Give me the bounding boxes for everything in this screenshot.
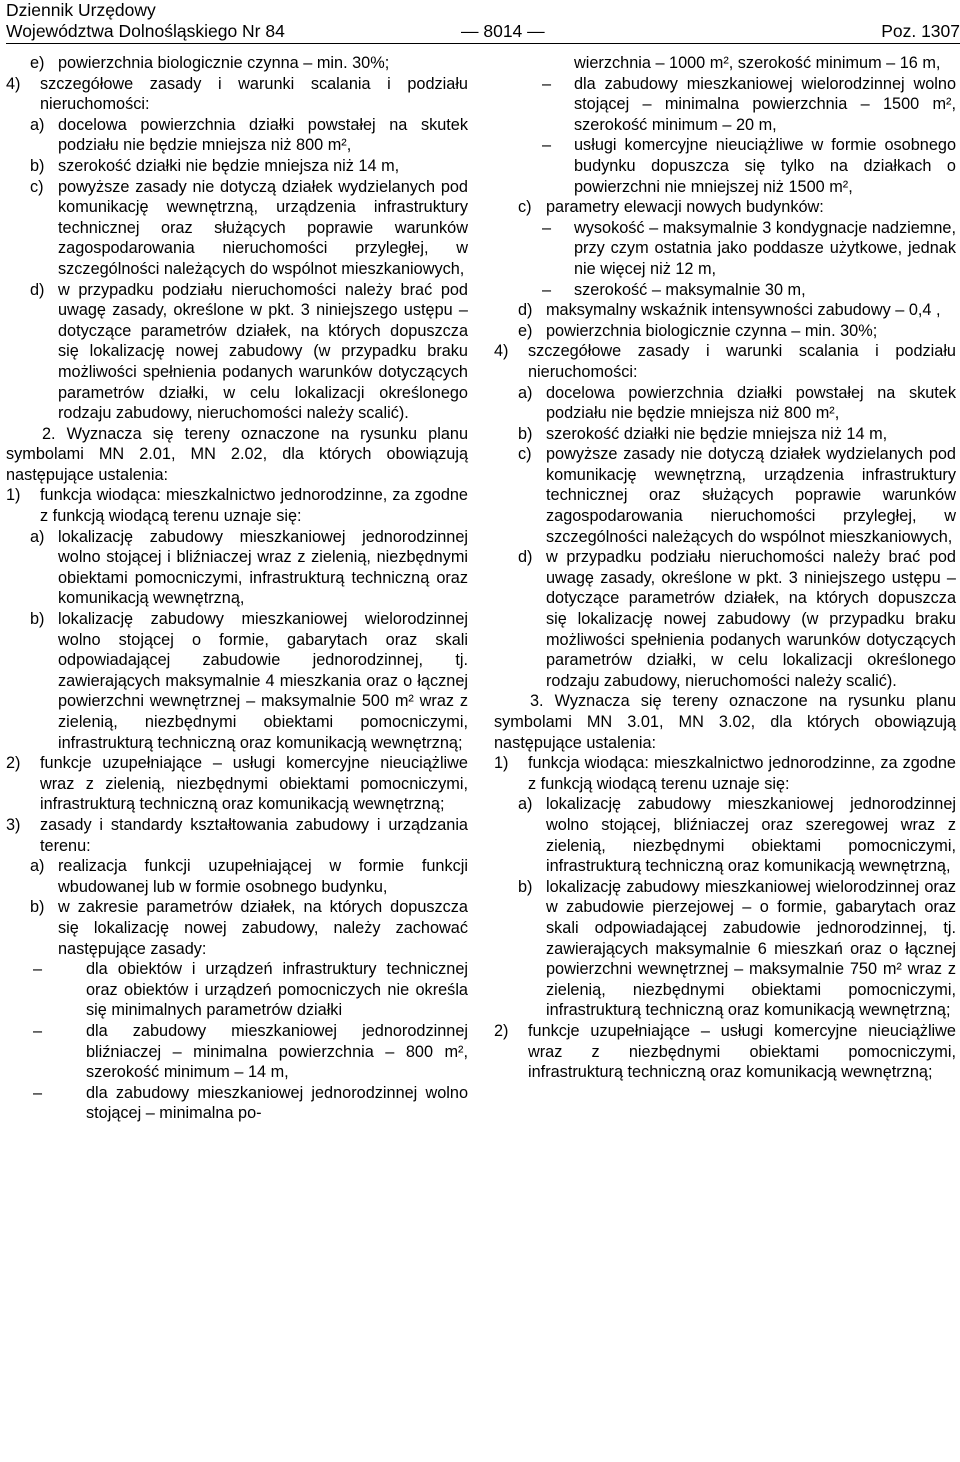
list-item bbox=[494, 53, 956, 74]
list-item-text: realizacja funkcji uzupełniającej w formie funkcji wbudowanej lub w formie osobnego budynku, bbox=[58, 857, 468, 896]
list-item bbox=[494, 383, 956, 424]
left-column bbox=[6, 53, 468, 1124]
list-item-text: dla zabudowy mieszkaniowej jednorodzinnej bliźniaczej – minimalna powierzchnia – 800 m², szerokość minimum – 14 m, bbox=[86, 1021, 468, 1082]
list-item bbox=[494, 547, 956, 691]
list-marker: e) bbox=[518, 321, 533, 340]
list-item-text: w przypadku podziału nieruchomości należy brać pod uwagę zasady, określone w pkt. 3 niniejszego ustępu – dotyczące parametrów działek, na których dopuszcza się lokalizację nowej zabudowy (w przypadku braku możliwości spełnienia podanych warunków dotyczących parametrów działki, w celu lokalizacji określonego rodzaju zabudowy, nieruchomości należy scalić). bbox=[546, 548, 956, 690]
list-item-text: funkcja wiodąca: mieszkalnictwo jednorodzinne, za zgodne z funkcją wiodącą terenu uznaje się: bbox=[528, 754, 956, 793]
list-marker: 2) bbox=[494, 1021, 509, 1040]
list-item bbox=[494, 794, 956, 876]
list-item bbox=[6, 753, 468, 815]
page-number: — 8014 — bbox=[461, 21, 545, 41]
list-item-text: powyższe zasady nie dotyczą działek wydzielanych pod komunikację wewnętrzną, urządzenia infrastruktury technicznej oraz służących poprawie warunków zagospodarowania nieruchomości przyległej, w szczególności należących do wspólnot mieszkaniowych, bbox=[546, 445, 956, 546]
list-item-text: lokalizację zabudowy mieszkaniowej jednorodzinnej wolno stojącej, bliźniaczej oraz szeregowej wraz z zielenią, niezbędnymi obiektami pomocniczymi, infrastrukturą techniczną oraz komunikacją wewnętrzną, bbox=[546, 795, 956, 876]
list-marker: b) bbox=[518, 424, 533, 443]
list-item-text: w przypadku podziału nieruchomości należy brać pod uwagę zasady, określone w pkt. 3 niniejszego ustępu – dotyczące parametrów działek, na których dopuszcza się lokalizację nowej zabudowy (w przypadku braku możliwości spełnienia podanych warunków dotyczących parametrów działki, w celu lokalizacji określonego rodzaju zabudowy, nieruchomości należy scalić). bbox=[58, 280, 468, 423]
list-marker: 4) bbox=[494, 342, 509, 361]
list-item bbox=[494, 135, 956, 197]
list-marker: – bbox=[542, 280, 552, 299]
list-item bbox=[6, 959, 468, 1021]
list-item-text: szczegółowe zasady i warunki scalania i podziału nieruchomości: bbox=[40, 74, 468, 114]
paragraph: 3. Wyznacza się tereny oznaczone na rysunku planu symbolami MN 3.01, MN 3.02, dla których obowiązują następujące ustalenia: bbox=[494, 692, 956, 752]
list-marker: a) bbox=[518, 383, 533, 402]
list-item bbox=[6, 115, 468, 156]
list-item bbox=[6, 897, 468, 959]
list-item-text: docelowa powierzchnia działki powstałej na skutek podziału nie będzie mniejsza niż 800 m², bbox=[546, 383, 956, 423]
right-column bbox=[494, 53, 956, 1083]
list-item bbox=[6, 815, 468, 856]
list-item-text: funkcje uzupełniające – usługi komercyjne nieuciążliwe wraz z zielenią, niezbędnymi obiektami pomocniczymi, infrastrukturą techniczną oraz komunikacją wewnętrzną; bbox=[40, 754, 468, 814]
list-item-text: lokalizację zabudowy mieszkaniowej jednorodzinnej wolno stojącej i bliźniaczej wraz z zielenią, niezbędnymi obiektami pomocniczymi, infrastrukturą techniczną oraz komunikacją wewnętrzną, bbox=[58, 527, 468, 608]
list-marker: – bbox=[542, 218, 552, 237]
list-item-text: wierzchnia – 1000 m², szerokość minimum – 16 m, bbox=[574, 54, 941, 72]
list-item bbox=[494, 341, 956, 382]
list-marker: – bbox=[542, 136, 552, 155]
list-item bbox=[494, 218, 956, 280]
list-marker: c) bbox=[518, 445, 532, 464]
header-line bbox=[6, 21, 960, 42]
list-marker: a) bbox=[30, 527, 45, 546]
list-marker: 3) bbox=[6, 815, 21, 834]
list-item-text: parametry elewacji nowych budynków: bbox=[546, 198, 824, 217]
list-item bbox=[494, 300, 956, 321]
list-item-text: powierzchnia biologicznie czynna – min. 30%; bbox=[58, 54, 390, 72]
voivodeship-issue: Województwa Dolnośląskiego Nr 84 bbox=[6, 21, 285, 41]
list-marker: a) bbox=[518, 795, 533, 814]
list-item-text: szerokość działki nie będzie mniejsza niż 14 m, bbox=[58, 156, 400, 175]
list-marker: a) bbox=[30, 857, 45, 876]
list-item-text: dla zabudowy mieszkaniowej wielorodzinnej wolno stojącej – minimalna powierzchnia – 1500 m², szerokość minimum – 20 m, bbox=[574, 74, 956, 134]
list-marker: c) bbox=[30, 177, 44, 196]
list-item bbox=[6, 609, 468, 753]
list-item bbox=[494, 1021, 956, 1083]
list-item bbox=[6, 280, 468, 424]
list-item bbox=[494, 280, 956, 301]
list-item bbox=[6, 485, 468, 526]
list-item bbox=[6, 1083, 468, 1124]
list-item bbox=[6, 74, 468, 115]
list-item-text: dla zabudowy mieszkaniowej jednorodzinnej wolno stojącej – minimalna po- bbox=[86, 1083, 468, 1123]
list-item-text: lokalizację zabudowy mieszkaniowej wielorodzinnej wolno stojącej o formie, gabarytach oraz skali odpowiadającej zabudowie jednorodzinnej, tj. zawierających maksymalnie 4 mieszkania oraz o łącznej powierzchni wewnętrznej – maksymalnie 500 m² wraz z zielenią, niezbędnymi obiektami pomocniczymi, infrastrukturą techniczną oraz komunikacją wewnętrzną; bbox=[58, 610, 468, 752]
list-marker: d) bbox=[30, 280, 45, 299]
list-marker: 2) bbox=[6, 754, 21, 773]
list-item bbox=[6, 856, 468, 897]
list-marker: d) bbox=[518, 548, 533, 567]
list-marker: b) bbox=[30, 156, 45, 175]
list-marker: b) bbox=[30, 898, 45, 917]
list-item bbox=[6, 527, 468, 609]
list-item bbox=[494, 877, 956, 1021]
list-marker: a) bbox=[30, 115, 45, 134]
list-item-text: szerokość – maksymalnie 30 m, bbox=[574, 280, 806, 299]
list-marker: 1) bbox=[494, 754, 509, 773]
list-item bbox=[6, 156, 468, 177]
list-item-text: docelowa powierzchnia działki powstałej na skutek podziału nie będzie mniejsza niż 800 m², bbox=[58, 115, 468, 155]
list-marker: – bbox=[33, 1021, 43, 1040]
list-item-text: usługi komercyjne nieuciążliwe w formie osobnego budynku dopuszcza się tylko na działkach o powierzchni nie mniejszej niż 1500 m², bbox=[574, 136, 956, 196]
page-header bbox=[6, 0, 960, 42]
list-item-text: dla obiektów i urządzeń infrastruktury technicznej oraz obiektów i urządzeń pomocniczych nie określa się minimalnych parametrów działki bbox=[86, 960, 468, 1020]
list-item-text: szczegółowe zasady i warunki scalania i podziału nieruchomości: bbox=[528, 342, 956, 381]
list-marker: 4) bbox=[6, 74, 21, 93]
list-item-text: powierzchnia biologicznie czynna – min. 30%; bbox=[546, 321, 878, 340]
header-rule bbox=[6, 43, 960, 44]
list-item-text: wysokość – maksymalnie 3 kondygnacje nadziemne, przy czym ostatnia jako poddasze użytkowe, jednak nie więcej niż 12 m, bbox=[574, 218, 956, 278]
list-item bbox=[6, 53, 468, 74]
list-item bbox=[494, 321, 956, 342]
list-marker: – bbox=[542, 74, 552, 93]
list-item bbox=[494, 444, 956, 547]
list-item-text: maksymalny wskaźnik intensywności zabudowy – 0,4 , bbox=[546, 301, 941, 320]
list-marker: – bbox=[33, 960, 43, 979]
list-item-text: funkcja wiodąca: mieszkalnictwo jednorodzinne, za zgodne z funkcją wiodącą terenu uznaje się: bbox=[40, 486, 468, 526]
list-item bbox=[494, 753, 956, 794]
list-marker: d) bbox=[518, 301, 533, 320]
list-marker: b) bbox=[30, 610, 45, 629]
list-item-text: zasady i standardy kształtowania zabudowy i urządzania terenu: bbox=[40, 815, 468, 855]
list-item-text: szerokość działki nie będzie mniejsza niż 14 m, bbox=[546, 424, 888, 443]
list-item bbox=[494, 424, 956, 445]
list-marker: b) bbox=[518, 877, 533, 896]
list-item-text: powyższe zasady nie dotyczą działek wydzielanych pod komunikację wewnętrzną, urządzenia infrastruktury technicznej oraz służących poprawie warunków zagospodarowania nieruchomości przyległej, w szczególności należących do wspólnot mieszkaniowych, bbox=[58, 177, 468, 278]
list-item bbox=[6, 177, 468, 280]
list-item-text: lokalizację zabudowy mieszkaniowej wielorodzinnej oraz w zabudowie pierzejowej – o formie, gabarytach oraz skali odpowiadającej zabudowie jednorodzinnej, tj. zawierających maksymalnie 6 mieszkań oraz o łącznej powierzchni wewnętrznej – maksymalnie 750 m² wraz z zielenią, niezbędnymi obiektami pomocniczymi, infrastrukturą techniczną oraz komunikacją wewnętrzną; bbox=[546, 877, 956, 1020]
list-item-text: w zakresie parametrów działek, na których dopuszcza się lokalizację nowej zabudowy, należy zachować następujące zasady: bbox=[58, 898, 468, 958]
journal-title: Dziennik Urzędowy bbox=[6, 0, 156, 20]
list-marker: c) bbox=[518, 198, 532, 217]
position-number: Poz. 1307 bbox=[881, 21, 960, 41]
list-item-text: funkcje uzupełniające – usługi komercyjne nieuciążliwe wraz z niezbędnymi obiektami pomocniczymi, infrastrukturą techniczną oraz komunikacją wewnętrzną; bbox=[528, 1021, 956, 1082]
list-marker: – bbox=[33, 1083, 43, 1102]
list-item bbox=[6, 1021, 468, 1083]
list-marker: e) bbox=[30, 54, 45, 72]
list-marker: 1) bbox=[6, 486, 21, 505]
list-item bbox=[494, 197, 956, 218]
list-item bbox=[494, 74, 956, 136]
paragraph: 2. Wyznacza się tereny oznaczone na rysunku planu symbolami MN 2.01, MN 2.02, dla których obowiązują następujące ustalenia: bbox=[6, 424, 468, 484]
